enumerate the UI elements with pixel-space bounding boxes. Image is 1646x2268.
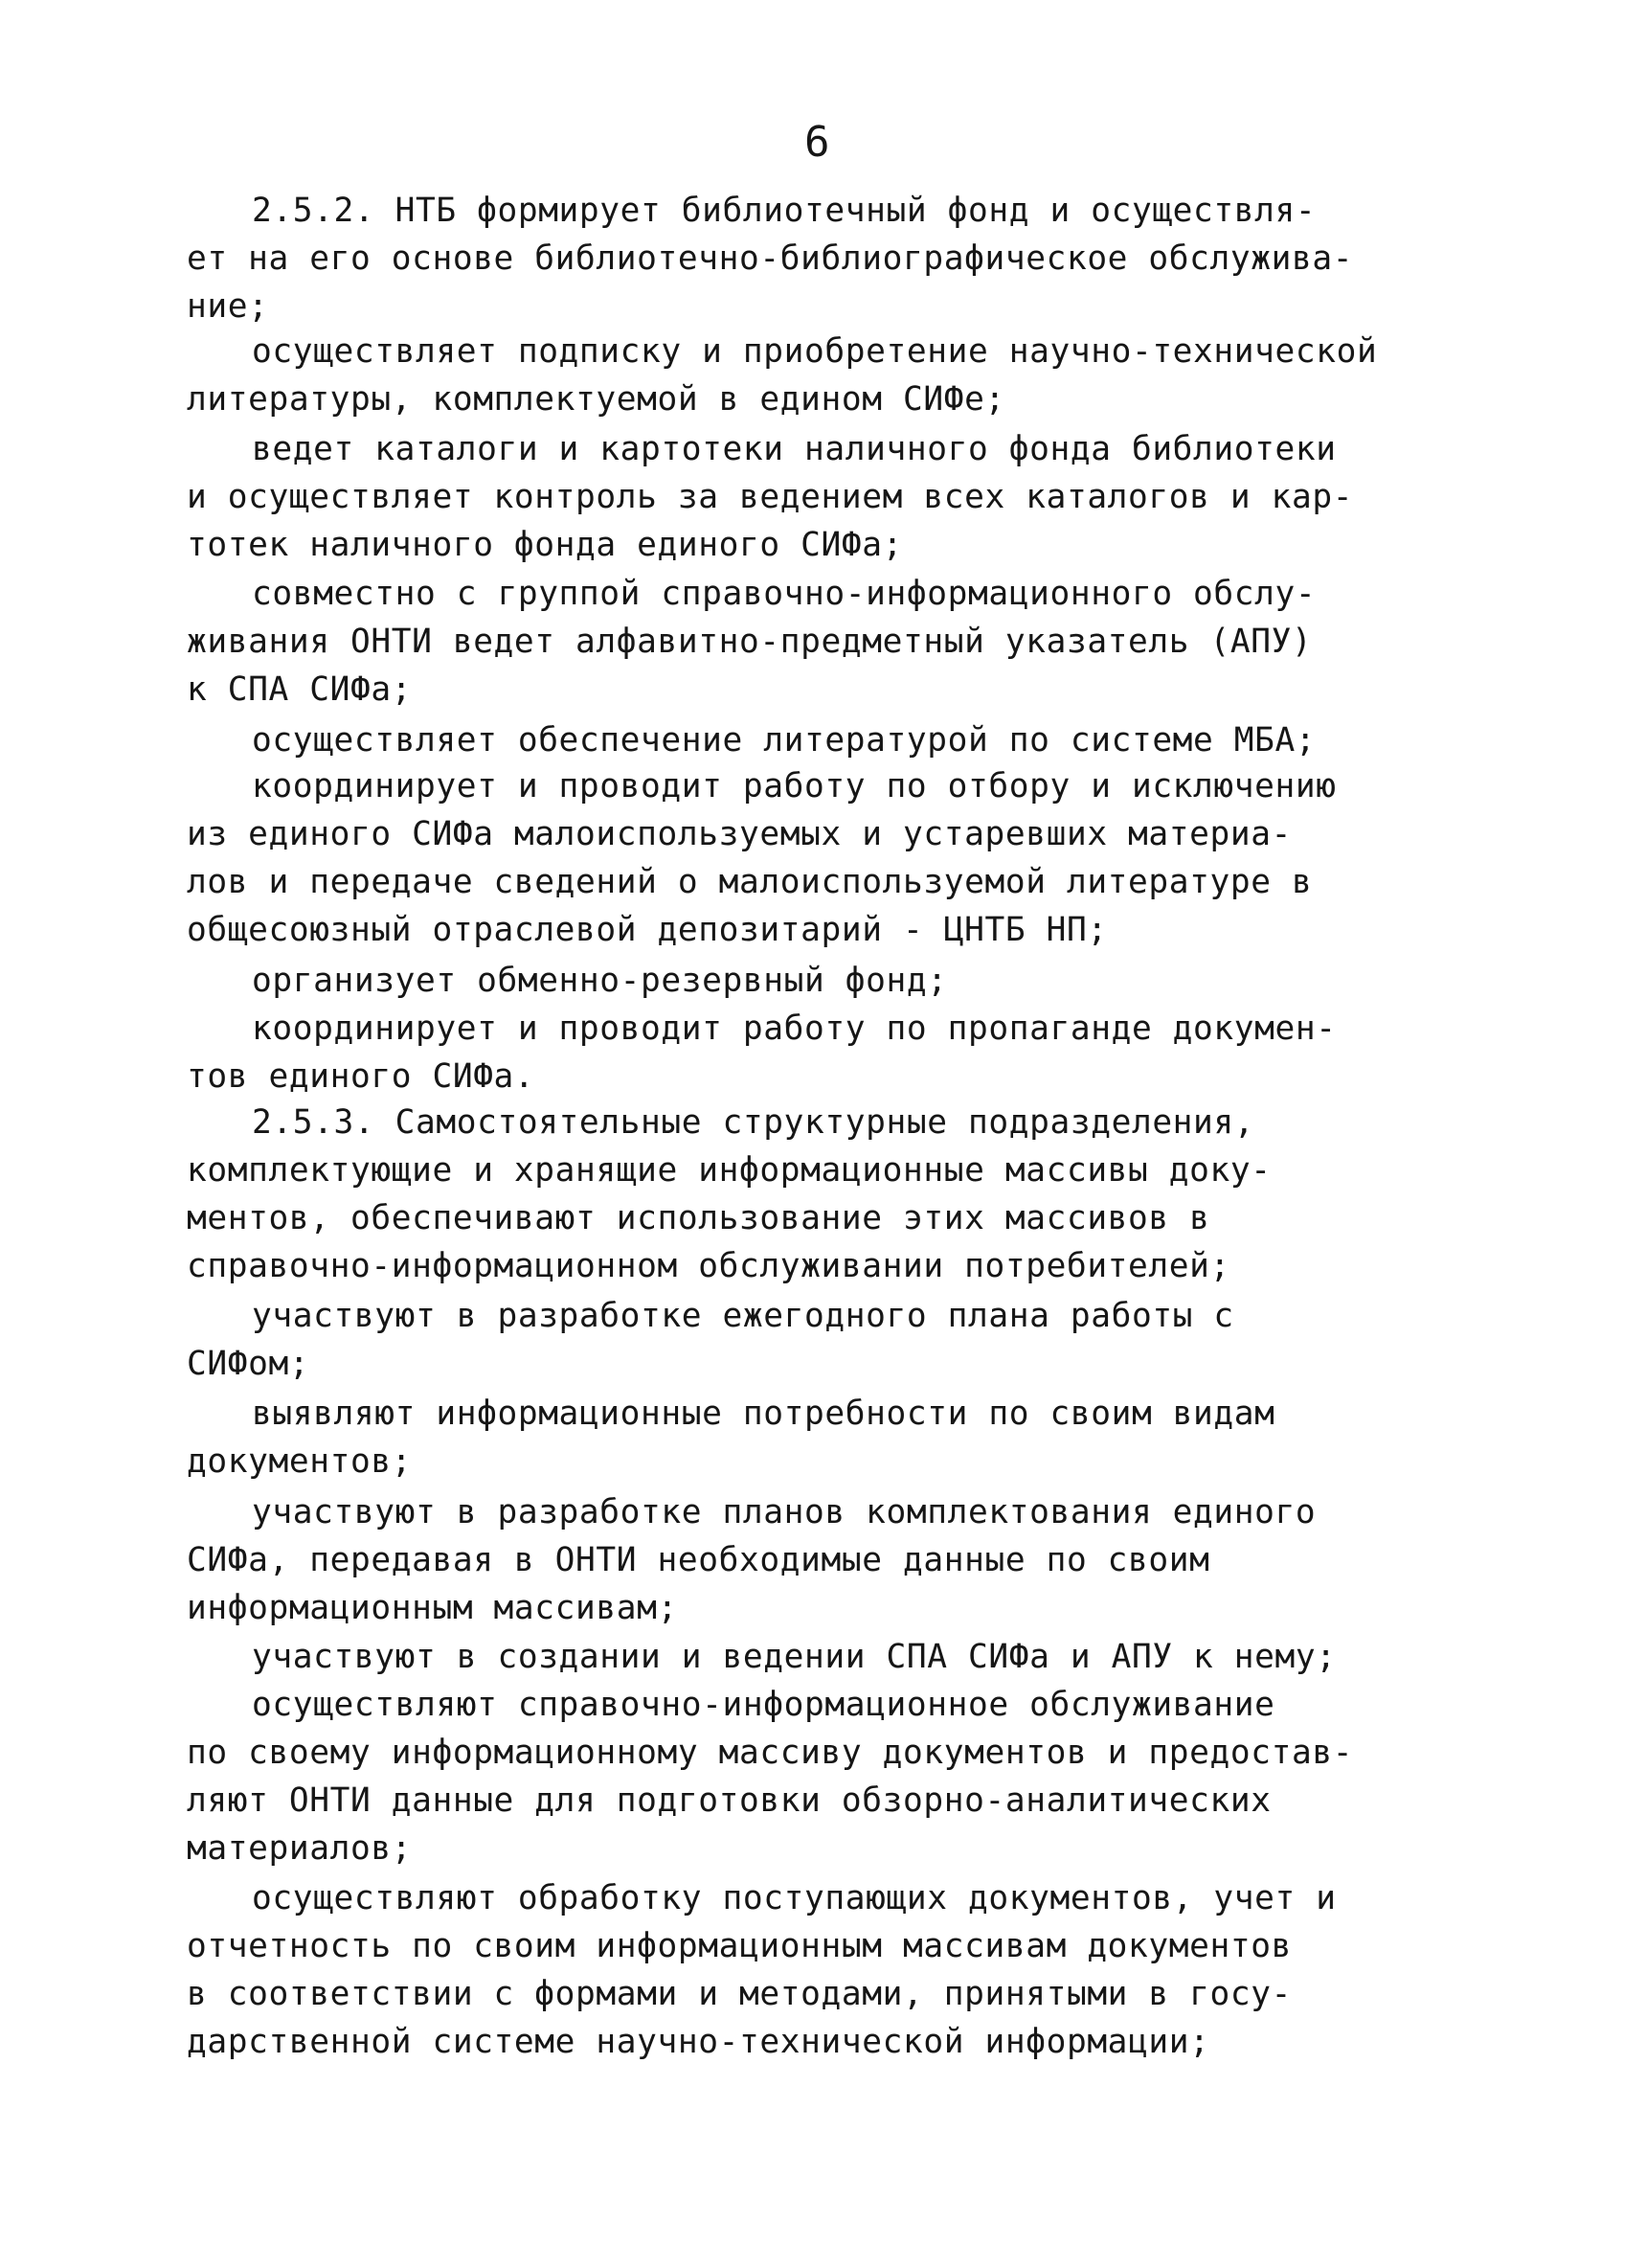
text-line: к СПА СИФа;: [187, 670, 413, 709]
text-line: справочно-информационном обслуживании потребителей;: [187, 1247, 1230, 1285]
text-line: материалов;: [187, 1829, 413, 1868]
text-line: ние;: [187, 287, 269, 326]
page-number: 6: [804, 118, 831, 167]
text-line: 2.5.3. Самостоятельные структурные подразделения,: [252, 1103, 1255, 1142]
text-line: литературы, комплектуемой в едином СИФе;: [187, 380, 1005, 419]
text-line: осуществляет обеспечение литературой по системе МБА;: [252, 721, 1317, 760]
text-line: участвуют в разработке планов комплектования единого: [252, 1493, 1317, 1531]
text-line: общесоюзный отраслевой депозитарий - ЦНТБ НП;: [187, 911, 1108, 949]
text-line: ет на его основе библиотечно-библиографическое обслужива-: [187, 239, 1354, 278]
text-line: выявляют информационные потребности по своим видам: [252, 1395, 1275, 1433]
text-line: 2.5.2. НТБ формирует библиотечный фонд и осуществля-: [252, 192, 1317, 230]
text-line: лов и передаче сведений о малоиспользуемой литературе в: [187, 863, 1313, 901]
text-line: координирует и проводит работу по пропаганде докумен-: [252, 1009, 1337, 1048]
text-line: организует обменно-резервный фонд;: [252, 962, 948, 1000]
text-line: в соответствии с формами и методами, принятыми в госу-: [187, 1975, 1293, 2013]
text-line: осуществляет подписку и приобретение научно-технической: [252, 332, 1378, 371]
text-line: ляют ОНТИ данные для подготовки обзорно-аналитических: [187, 1781, 1272, 1820]
text-line: тотек наличного фонда единого СИФа;: [187, 526, 903, 564]
text-line: ведет каталоги и картотеки наличного фонда библиотеки: [252, 430, 1337, 468]
text-line: тов единого СИФа.: [187, 1057, 535, 1096]
text-line: документов;: [187, 1442, 413, 1481]
text-line: и осуществляет контроль за ведением всех каталогов и кар-: [187, 478, 1354, 516]
text-line: участвуют в создании и ведении СПА СИФа и АПУ к нему;: [252, 1638, 1337, 1676]
text-line: живания ОНТИ ведет алфавитно-предметный указатель (АПУ): [187, 623, 1313, 661]
text-line: осуществляют справочно-информационное обслуживание: [252, 1686, 1275, 1724]
text-line: отчетность по своим информационным массивам документов: [187, 1927, 1293, 1965]
text-line: осуществляют обработку поступающих документов, учет и: [252, 1879, 1337, 1917]
text-line: по своему информационному массиву документов и предостав-: [187, 1734, 1354, 1772]
text-line: СИФом;: [187, 1345, 310, 1383]
text-line: участвуют в разработке ежегодного плана работы с: [252, 1297, 1234, 1335]
text-line: из единого СИФа малоиспользуемых и устаревших материа-: [187, 815, 1293, 853]
text-line: совместно с группой справочно-информационного обслу-: [252, 575, 1317, 613]
text-line: ментов, обеспечивают использование этих массивов в: [187, 1199, 1210, 1237]
text-line: координирует и проводит работу по отбору и исключению: [252, 767, 1337, 805]
text-line: информационным массивам;: [187, 1589, 678, 1627]
text-line: СИФа, передавая в ОНТИ необходимые данные по своим: [187, 1541, 1210, 1579]
text-line: дарственной системе научно-технической информации;: [187, 2023, 1210, 2061]
text-line: комплектующие и хранящие информационные массивы доку-: [187, 1151, 1272, 1190]
